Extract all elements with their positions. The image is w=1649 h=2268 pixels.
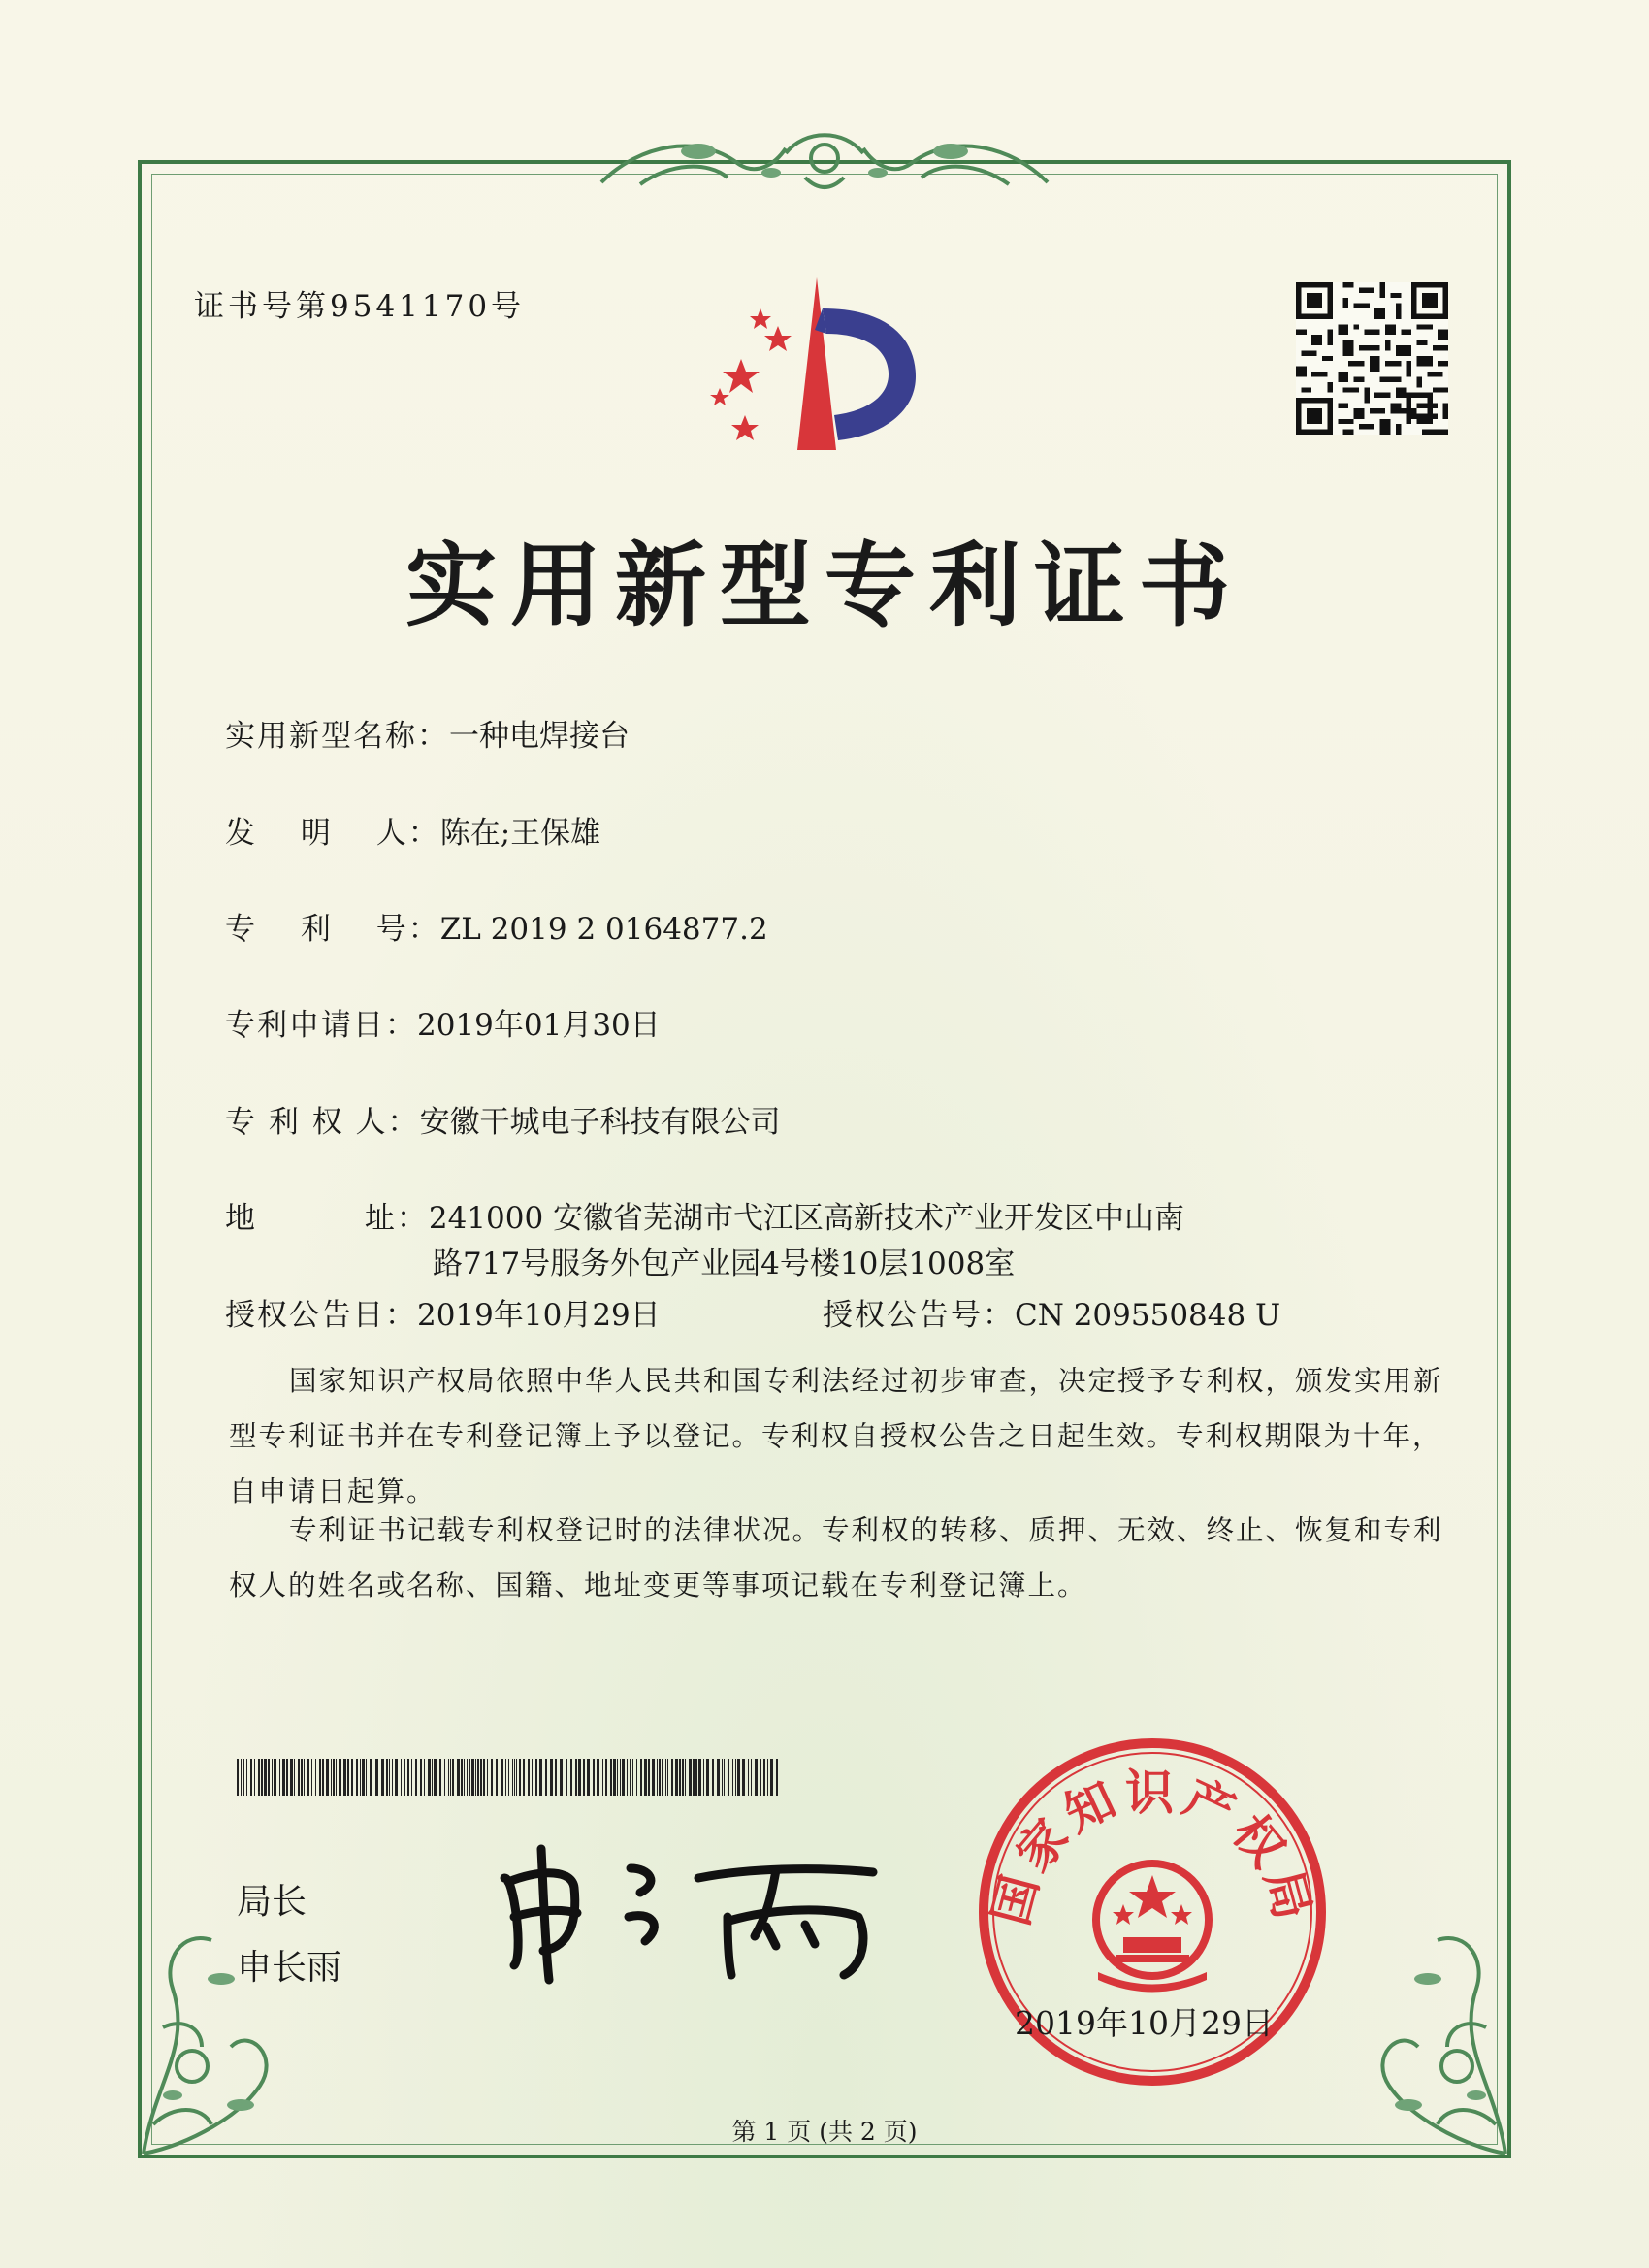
barcode-bar	[693, 1759, 695, 1796]
barcode-bar	[392, 1759, 393, 1796]
barcode-bar	[516, 1759, 517, 1796]
barcode-bar	[732, 1759, 733, 1796]
barcode-bar	[386, 1759, 388, 1796]
certificate-number: 证书号第9541170号	[194, 289, 526, 324]
barcode-bar	[512, 1759, 513, 1796]
barcode-bar	[675, 1759, 678, 1796]
barcode-bar	[685, 1759, 686, 1796]
barcode-bar	[665, 1759, 666, 1796]
barcode-bar	[627, 1759, 628, 1796]
barcode-bar	[662, 1759, 663, 1796]
barcode-bar	[331, 1759, 332, 1796]
barcode-bar	[613, 1759, 616, 1796]
barcode-bar	[682, 1759, 684, 1796]
barcode-bar	[535, 1759, 537, 1796]
barcode-bar	[679, 1759, 681, 1796]
barcode-bar	[434, 1759, 436, 1796]
barcode-bar	[315, 1759, 316, 1796]
barcode-bar	[471, 1759, 474, 1796]
barcode-bar	[770, 1759, 773, 1796]
barcode-bar	[407, 1759, 409, 1796]
barcode-bar	[319, 1759, 321, 1796]
barcode-bar	[250, 1759, 252, 1796]
field-value: 241000 安徽省芜湖市弋江区高新技术产业开发区中山南	[428, 1201, 1185, 1236]
barcode-bar	[532, 1759, 533, 1796]
barcode-bar	[307, 1759, 309, 1796]
barcode-bar	[461, 1759, 463, 1796]
barcode-bar	[523, 1759, 525, 1796]
field-utility-model-name	[225, 711, 630, 755]
barcode-bar	[333, 1759, 335, 1796]
barcode-bar	[483, 1759, 485, 1796]
barcode-bar	[491, 1759, 493, 1796]
barcode-bar	[452, 1759, 454, 1796]
barcode-bar	[505, 1759, 506, 1796]
barcode-bar	[237, 1759, 239, 1796]
barcode-bar	[755, 1759, 758, 1796]
barcode-bar	[560, 1759, 563, 1796]
barcode-bar	[347, 1759, 349, 1796]
field-label: 发 明 人：	[225, 816, 440, 851]
barcode-bar	[657, 1759, 658, 1796]
barcode-bar	[602, 1759, 603, 1796]
barcode-bar	[395, 1759, 398, 1796]
barcode-bar	[457, 1759, 460, 1796]
barcode-bar	[258, 1759, 260, 1796]
statement-paragraph: 国家知识产权局依照中华人民共和国专利法经过初步审查，决定授予专利权，颁发实用新型专利证书并在专利登记簿上予以登记。专利权自授权公告之日起生效。专利权期限为十年，自申请日起算。	[229, 1365, 1443, 1507]
barcode-bar	[301, 1759, 303, 1796]
barcode-bar	[737, 1759, 740, 1796]
barcode-bar	[539, 1759, 542, 1796]
barcode-bar	[570, 1759, 572, 1796]
field-patent-number	[225, 904, 768, 948]
barcode-bar	[424, 1759, 425, 1796]
barcode-bar	[566, 1759, 567, 1796]
barcode-bar	[610, 1759, 612, 1796]
barcode-bar	[763, 1759, 765, 1796]
barcode-bar	[767, 1759, 768, 1796]
barcode-bar	[671, 1759, 673, 1796]
barcode-bar	[448, 1759, 449, 1796]
barcode-bar	[420, 1759, 422, 1796]
barcode-bar	[242, 1759, 244, 1796]
barcode-bar	[695, 1759, 697, 1796]
barcode-bar	[593, 1759, 595, 1796]
barcode-bar	[290, 1759, 293, 1796]
barcode-bar	[326, 1759, 329, 1796]
seal-text: 国家知识产权局	[981, 1764, 1324, 1931]
barcode-bar	[375, 1759, 378, 1796]
field-label: 专 利 权 人：	[225, 1105, 420, 1140]
barcode-bar	[254, 1759, 255, 1796]
barcode-bar	[703, 1759, 704, 1796]
field-patentee	[225, 1097, 781, 1141]
barcode-bar	[343, 1759, 346, 1796]
barcode-bar	[496, 1759, 498, 1796]
barcode-bar	[439, 1759, 441, 1796]
field-value: ZL 2019 2 0164877.2	[439, 912, 768, 947]
field-label: 授权公告日：	[225, 1298, 417, 1333]
barcode-bar	[622, 1759, 625, 1796]
barcode-bar	[477, 1759, 479, 1796]
barcode-bar	[286, 1759, 288, 1796]
barcode-bar	[298, 1759, 300, 1796]
barcode-bar	[528, 1759, 530, 1796]
field-label: 授权公告号：	[823, 1298, 1015, 1333]
barcode-bar	[241, 1759, 242, 1796]
barcode-bar	[644, 1759, 647, 1796]
barcode-bar	[545, 1759, 547, 1796]
barcode-bar	[575, 1759, 577, 1796]
top-ornament	[582, 124, 1067, 202]
barcode-bar	[760, 1759, 761, 1796]
barcode-bar	[717, 1759, 720, 1796]
barcode-bar	[366, 1759, 367, 1796]
barcode-bar	[415, 1759, 417, 1796]
field-value: 一种电焊接台	[449, 719, 630, 754]
barcode-bar	[597, 1759, 599, 1796]
field-address	[225, 1193, 1184, 1237]
barcode-bar	[617, 1759, 618, 1796]
barcode-bar	[706, 1759, 709, 1796]
barcode-bar	[748, 1759, 749, 1796]
barcode-bar	[751, 1759, 752, 1796]
barcode-bar	[264, 1759, 267, 1796]
barcode-bar	[735, 1759, 736, 1796]
barcode-bar	[432, 1759, 433, 1796]
barcode-bar	[480, 1759, 482, 1796]
field-announcement-number	[823, 1290, 1280, 1334]
barcode-bar	[652, 1759, 655, 1796]
field-value: 2019年10月29日	[417, 1298, 661, 1333]
signatory-title: 局长	[237, 1882, 307, 1922]
barcode-bar	[268, 1759, 270, 1796]
barcode-bar	[246, 1759, 247, 1796]
field-label: 专 利 号：	[225, 912, 440, 947]
barcode-bar	[776, 1759, 778, 1796]
barcode-bar	[360, 1759, 361, 1796]
barcode-bar	[428, 1759, 431, 1796]
field-address-line2: 路717号服务外包产业园4号楼10层1008室	[433, 1247, 1016, 1281]
barcode-bar	[640, 1759, 642, 1796]
barcode-bar	[274, 1759, 276, 1796]
barcode-bar	[605, 1759, 607, 1796]
field-application-date	[225, 1000, 661, 1044]
barcode-bar	[389, 1759, 390, 1796]
barcode-bar	[501, 1759, 503, 1796]
barcode-bar	[279, 1759, 280, 1796]
barcode-bar	[508, 1759, 509, 1796]
barcode-bar	[587, 1759, 590, 1796]
barcode-bar	[636, 1759, 637, 1796]
barcode-bar	[304, 1759, 305, 1796]
barcode-bar	[550, 1759, 553, 1796]
barcode-bar	[555, 1759, 557, 1796]
barcode-bar	[578, 1759, 581, 1796]
patent-office-logo-icon	[702, 270, 937, 450]
field-label: 专利申请日：	[225, 1008, 417, 1043]
barcode-bar	[356, 1759, 358, 1796]
field-inventor	[225, 808, 600, 852]
barcode-bar	[362, 1759, 365, 1796]
barcode-bar	[519, 1759, 521, 1796]
barcode-bar	[401, 1759, 402, 1796]
barcode-bar	[294, 1759, 295, 1796]
barcode-bar	[272, 1759, 273, 1796]
field-announcement-date	[225, 1290, 661, 1334]
barcode-bar	[311, 1759, 312, 1796]
barcode-bar	[469, 1759, 470, 1796]
barcode-bar	[404, 1759, 405, 1796]
barcode-bar	[712, 1759, 714, 1796]
signature-icon	[485, 1839, 892, 1985]
field-label: 实用新型名称：	[225, 719, 449, 754]
barcode-bar	[698, 1759, 701, 1796]
barcode-bar	[464, 1759, 465, 1796]
qr-code-icon	[1296, 282, 1448, 435]
barcode-bar	[667, 1759, 668, 1796]
page-number: 第 1 页 (共 2 页)	[731, 2118, 918, 2146]
barcode-bar	[336, 1759, 337, 1796]
barcode-bar	[322, 1759, 324, 1796]
signatory-name: 申长雨	[237, 1948, 342, 1988]
field-value: 2019年01月30日	[417, 1008, 661, 1043]
barcode-bar	[728, 1759, 729, 1796]
field-value: CN 209550848 U	[1015, 1298, 1281, 1333]
barcode-bar	[632, 1759, 633, 1796]
barcode-bar	[648, 1759, 650, 1796]
barcode-bar	[282, 1759, 285, 1796]
barcode-bar	[583, 1759, 585, 1796]
barcode-bar	[370, 1759, 372, 1796]
barcode-bar	[411, 1759, 412, 1796]
barcode-bar	[450, 1759, 451, 1796]
barcode-bar	[514, 1759, 515, 1796]
field-value: 陈在;王保雄	[439, 816, 601, 851]
barcode-bar	[381, 1759, 384, 1796]
barcode-bar	[620, 1759, 621, 1796]
field-label: 地 址：	[225, 1201, 429, 1236]
barcode-bar	[339, 1759, 341, 1796]
barcode-bar	[351, 1759, 353, 1796]
barcode-bar	[475, 1759, 476, 1796]
barcode-bar	[742, 1759, 745, 1796]
barcode-bar	[724, 1759, 725, 1796]
barcode-icon	[237, 1759, 780, 1796]
barcode-bar	[444, 1759, 445, 1796]
barcode-bar	[659, 1759, 661, 1796]
field-value: 安徽干城电子科技有限公司	[419, 1105, 781, 1140]
barcode-bar	[487, 1759, 488, 1796]
barcode-bar	[689, 1759, 692, 1796]
barcode-bar	[722, 1759, 723, 1796]
barcode-bar	[467, 1759, 468, 1796]
seal-date: 2019年10月29日	[1015, 2004, 1274, 2042]
statement-paragraph: 专利证书记载专利权登记时的法律状况。专利权的转移、质押、无效、终止、恢复和专利权人的姓名或名称、国籍、地址变更等事项记载在专利登记簿上。	[229, 1514, 1443, 1602]
barcode-bar	[261, 1759, 263, 1796]
page-title: 实用新型专利证书	[404, 533, 1244, 639]
